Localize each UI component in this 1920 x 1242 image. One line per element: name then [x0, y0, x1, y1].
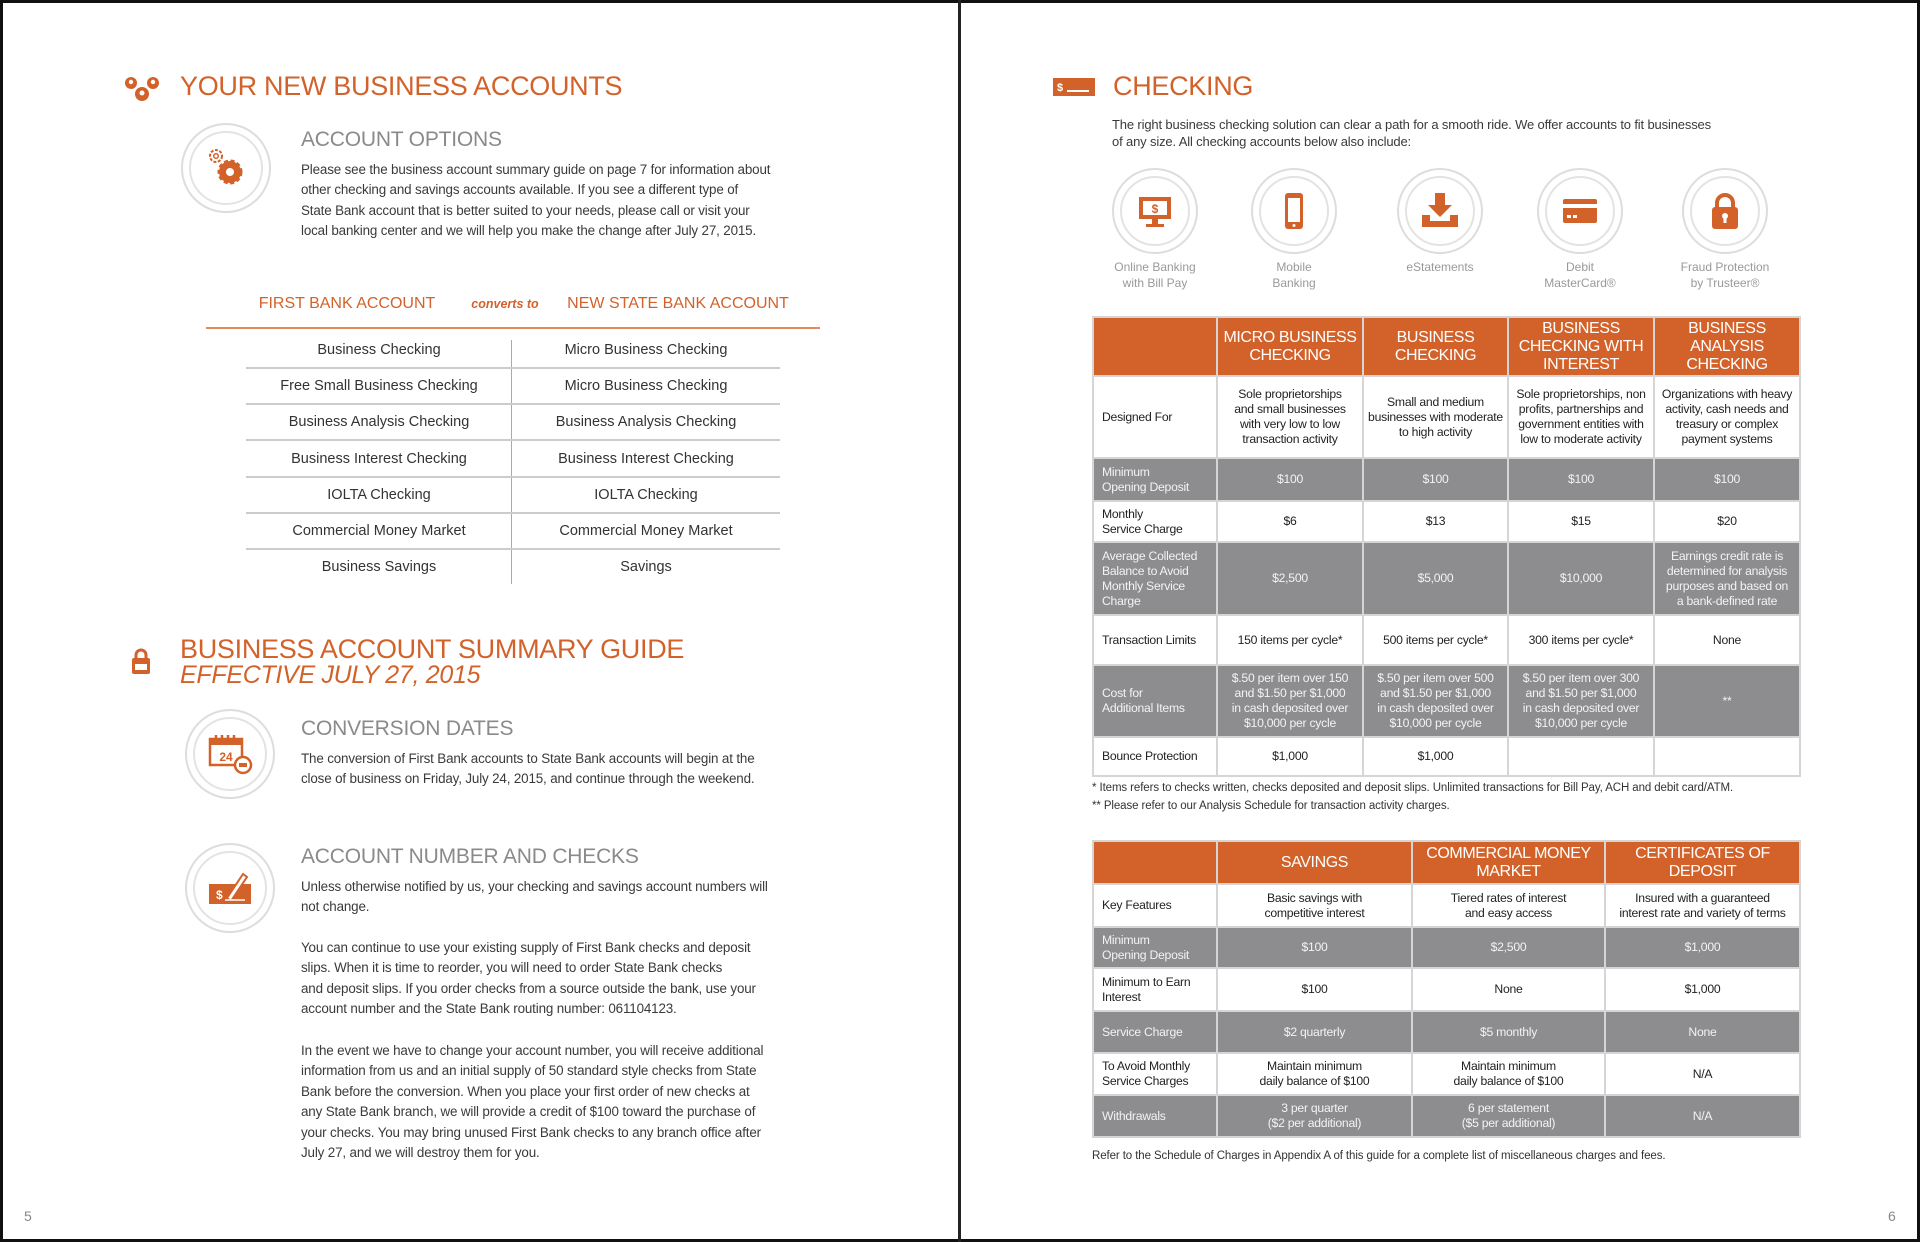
account-options-heading: ACCOUNT OPTIONS [301, 128, 502, 151]
summary-guide-effective-date: EFFECTIVE JULY 27, 2015 [180, 661, 481, 689]
gear-circle [181, 123, 271, 213]
svg-text:$: $ [216, 888, 223, 902]
table-cell: $5,000 [1363, 542, 1508, 615]
row-label: Minimum to Earn Interest [1093, 968, 1217, 1011]
table-cell: $13 [1363, 501, 1508, 542]
row-label: Key Features [1093, 884, 1217, 927]
account-number-paragraph-1 [301, 877, 768, 918]
text-line: close of business on Friday, July 24, 2015, and continue through the weekend. [301, 771, 755, 787]
table-cell: $100 [1363, 458, 1508, 501]
new-account-name: Business Analysis Checking [555, 414, 737, 431]
table-cell: $100 [1654, 458, 1800, 501]
section-title-new-accounts: YOUR NEW BUSINESS ACCOUNTS [180, 71, 623, 101]
table-cell: $2,500 [1412, 927, 1605, 968]
conversion-dates-text [301, 749, 755, 790]
table-cell: $5 monthly [1412, 1011, 1605, 1053]
text-line: In the event we have to change your account number, you will receive additional [301, 1043, 764, 1058]
table-cell: Basic savings with competitive interest [1217, 884, 1412, 927]
text-line: any State Bank branch, we will provide a credit of $100 toward the purchase of [301, 1104, 756, 1120]
table-row [1093, 737, 1800, 776]
account-number-heading: ACCOUNT NUMBER AND CHECKS [301, 845, 639, 868]
table-cell: Sole proprietorships, non profits, partnerships and government entities with low to moderate activity [1508, 376, 1654, 458]
table-cell: $6 [1217, 501, 1363, 542]
table-cell: $2,500 [1217, 542, 1363, 615]
svg-text:$: $ [1057, 82, 1064, 94]
table-row [1093, 542, 1800, 615]
row-label: To Avoid Monthly Service Charges [1093, 1053, 1217, 1095]
row-label: Cost for Additional Items [1093, 665, 1217, 737]
table-cell: $1,000 [1217, 737, 1363, 776]
old-account-name: Free Small Business Checking [280, 378, 478, 395]
table-cell: Tiered rates of interest and easy access [1412, 884, 1605, 927]
row-label: Minimum Opening Deposit [1093, 927, 1217, 968]
row-label: Service Charge [1093, 1011, 1217, 1053]
table-cell: None [1654, 615, 1800, 665]
table-cell [1654, 737, 1800, 776]
table-cell: $1,000 [1363, 737, 1508, 776]
svg-text:$: $ [1151, 202, 1159, 216]
check-pen-icon [207, 868, 253, 908]
gears-icon [204, 146, 248, 190]
table-cell: $20 [1654, 501, 1800, 542]
summary-guide-title: BUSINESS ACCOUNT SUMMARY GUIDE [180, 634, 685, 664]
schedule-of-charges-note: Refer to the Schedule of Charges in Appendix A of this guide for a complete list of miscellaneous charges and fees. [1092, 1150, 1666, 1162]
column-header: BUSINESS ANALYSIS CHECKING [1654, 317, 1800, 376]
table-cell: Sole proprietorships and small businesses with very low to low transaction activity [1217, 376, 1363, 458]
text-line: The conversion of First Bank accounts to State Bank accounts will begin at the [301, 751, 755, 766]
row-label: Bounce Protection [1093, 737, 1217, 776]
text-line: Unless otherwise notified by us, your checking and savings account numbers will [301, 879, 768, 894]
feature-badge [1397, 168, 1483, 254]
new-state-bank-account-header: NEW STATE BANK ACCOUNT [567, 295, 789, 312]
feature-badge [1537, 168, 1623, 254]
column-header: MICRO BUSINESS CHECKING [1217, 317, 1363, 376]
table-cell: N/A [1605, 1095, 1800, 1137]
old-account-name: IOLTA Checking [327, 486, 431, 503]
table-cell [1508, 737, 1654, 776]
row-label: Designed For [1093, 376, 1217, 458]
table-cell: $15 [1508, 501, 1654, 542]
text-line: Please see the business account summary guide on page 7 for information about [301, 162, 771, 177]
table-cell: Insured with a guaranteed interest rate and variety of terms [1605, 884, 1800, 927]
page-spine-divider [958, 0, 961, 1242]
table-cell: $100 [1217, 458, 1363, 501]
old-account-name: Business Savings [321, 559, 437, 576]
calendar-circle [185, 709, 275, 799]
table-row [1093, 1095, 1800, 1137]
account-number-paragraph-3 [301, 1041, 763, 1163]
table-cell: Organizations with heavy activity, cash needs and treasury or complex payment systems [1654, 376, 1800, 458]
text-line: account number and the State Bank routing number: 061104123. [301, 1001, 677, 1017]
text-line: State Bank account that is better suited to your needs, please call or visit your [301, 202, 750, 218]
table-cell: 6 per statement ($5 per additional) [1412, 1095, 1605, 1137]
feature-label: eStatements [1406, 260, 1474, 274]
feature-label: Debit MasterCard® [1544, 260, 1616, 290]
text-line: You can continue to use your existing supply of First Bank checks and deposit [301, 940, 751, 955]
table-cell: 500 items per cycle* [1363, 615, 1508, 665]
conversion-dates-heading: CONVERSION DATES [301, 717, 514, 740]
checking-title: CHECKING [1113, 71, 1254, 101]
lock-icon [131, 647, 151, 675]
table-cell: 3 per quarter ($2 per additional) [1217, 1095, 1412, 1137]
column-header: BUSINESS CHECKING WITH INTEREST [1508, 317, 1654, 376]
first-bank-account-header: FIRST BANK ACCOUNT [258, 295, 436, 312]
mobile-phone-icon [1272, 189, 1316, 233]
table-row [1093, 968, 1800, 1011]
table-cell: None [1412, 968, 1605, 1011]
new-account-name: Micro Business Checking [564, 342, 728, 358]
column-header [1093, 841, 1217, 884]
table-cell: Small and medium businesses with moderate to high activity [1363, 376, 1508, 458]
checking-intro [1112, 116, 1711, 150]
new-account-name: Business Interest Checking [558, 450, 734, 467]
table-cell: $100 [1217, 927, 1412, 968]
text-line: The right business checking solution can clear a path for a smooth ride. We offer accounts to fit businesses [1112, 117, 1711, 132]
table-row [1093, 1011, 1800, 1053]
feature-label: Mobile Banking [1272, 260, 1316, 290]
table-cell: $10,000 [1508, 542, 1654, 615]
calendar-day: 24 [219, 750, 233, 764]
text-line: Bank before the conversion. When you place your first order of new checks at [301, 1083, 750, 1099]
old-account-name: Business Analysis Checking [288, 414, 470, 431]
row-label: Withdrawals [1093, 1095, 1217, 1137]
new-account-name: Commercial Money Market [559, 523, 733, 539]
check-circle [185, 843, 275, 933]
table-cell: 150 items per cycle* [1217, 615, 1363, 665]
table-row [1093, 376, 1800, 458]
feature-label: Online Banking with Bill Pay [1114, 260, 1196, 290]
table-cell: $.50 per item over 500 and $1.50 per $1,000 in cash deposited over $10,000 per cycle [1363, 665, 1508, 737]
people-group-icon [124, 74, 160, 104]
table-header-row [1093, 841, 1800, 884]
padlock-icon [1703, 189, 1747, 233]
row-label: Monthly Service Charge [1093, 501, 1217, 542]
footnote-items: * Items refers to checks written, checks deposited and deposit slips. Unlimited transactions for Bill Pay, ACH and debit card/ATM. [1092, 782, 1734, 794]
column-header: BUSINESS CHECKING [1363, 317, 1508, 376]
table-row [1093, 1053, 1800, 1095]
calendar-icon [207, 733, 253, 775]
table-cell: 300 items per cycle* [1508, 615, 1654, 665]
column-header [1093, 317, 1217, 376]
table-cell: $.50 per item over 300 and $1.50 per $1,000 in cash deposited over $10,000 per cycle [1508, 665, 1654, 737]
column-header: COMMERCIAL MONEY MARKET [1412, 841, 1605, 884]
page-number-left: 5 [24, 1208, 32, 1224]
account-options-text [301, 160, 770, 242]
table-cell: $100 [1217, 968, 1412, 1011]
new-account-name: Micro Business Checking [564, 378, 728, 395]
conversion-header-rule [206, 327, 820, 329]
savings-comparison-table [1092, 840, 1801, 1138]
text-line: other checking and savings accounts available. If you see a different type of [301, 182, 739, 198]
footnote-analysis: ** Please refer to our Analysis Schedule for transaction activity charges. [1092, 800, 1450, 812]
download-tray-icon [1418, 189, 1462, 233]
checking-comparison-table [1092, 316, 1801, 777]
table-cell: $100 [1508, 458, 1654, 501]
old-account-name: Commercial Money Market [292, 523, 466, 539]
row-label: Average Collected Balance to Avoid Monthly Service Charge [1093, 542, 1217, 615]
text-line: information from us and an initial supply of 50 standard style checks from State [301, 1063, 757, 1079]
table-cell: Maintain minimum daily balance of $100 [1412, 1053, 1605, 1095]
feature-badge [1251, 168, 1337, 254]
page-number-right: 6 [1888, 1208, 1896, 1224]
new-account-name: Savings [620, 559, 672, 576]
table-row [1093, 884, 1800, 927]
table-cell: Earnings credit rate is determined for analysis purposes and based on a bank-defined rate [1654, 542, 1800, 615]
text-line: and deposit slips. If you order checks from a source outside the bank, use your [301, 980, 756, 996]
table-cell: $.50 per item over 150 and $1.50 per $1,000 in cash deposited over $10,000 per cycle [1217, 665, 1363, 737]
account-number-paragraph-2 [301, 938, 756, 1020]
table-cell: Maintain minimum daily balance of $100 [1217, 1053, 1412, 1095]
table-row [1093, 615, 1800, 665]
new-account-name: IOLTA Checking [594, 486, 698, 503]
text-line: not change. [301, 899, 370, 915]
row-label: Transaction Limits [1093, 615, 1217, 665]
credit-card-icon [1558, 189, 1602, 233]
feature-label: Fraud Protection by Trusteer® [1680, 260, 1770, 290]
column-header: SAVINGS [1217, 841, 1412, 884]
table-cell: $1,000 [1605, 927, 1800, 968]
table-row [1093, 927, 1800, 968]
table-row [1093, 501, 1800, 542]
table-cell: $1,000 [1605, 968, 1800, 1011]
check-dollar-icon [1053, 78, 1095, 96]
old-account-name: Business Interest Checking [291, 450, 467, 467]
table-cell: ** [1654, 665, 1800, 737]
old-account-name: Business Checking [317, 342, 441, 358]
row-label: Minimum Opening Deposit [1093, 458, 1217, 501]
online-banking-icon [1133, 189, 1177, 233]
text-line: slips. When it is time to reorder, you will need to order State Bank checks [301, 960, 723, 976]
text-line: local banking center and we will help you make the change after July 27, 2015. [301, 223, 757, 239]
feature-badge [1682, 168, 1768, 254]
converts-to-label: converts to [471, 297, 539, 311]
table-cell: None [1605, 1011, 1800, 1053]
column-header: CERTIFICATES OF DEPOSIT [1605, 841, 1800, 884]
text-line: of any size. All checking accounts below also include: [1112, 134, 1412, 149]
table-cell: $2 quarterly [1217, 1011, 1412, 1053]
text-line: July 27, and we will destroy them for you. [301, 1145, 540, 1161]
table-row [1093, 458, 1800, 501]
table-row [1093, 665, 1800, 737]
table-cell: N/A [1605, 1053, 1800, 1095]
text-line: your checks. You may bring unused First Bank checks to any branch office after [301, 1124, 761, 1140]
feature-badge [1112, 168, 1198, 254]
table-header-row [1093, 317, 1800, 376]
